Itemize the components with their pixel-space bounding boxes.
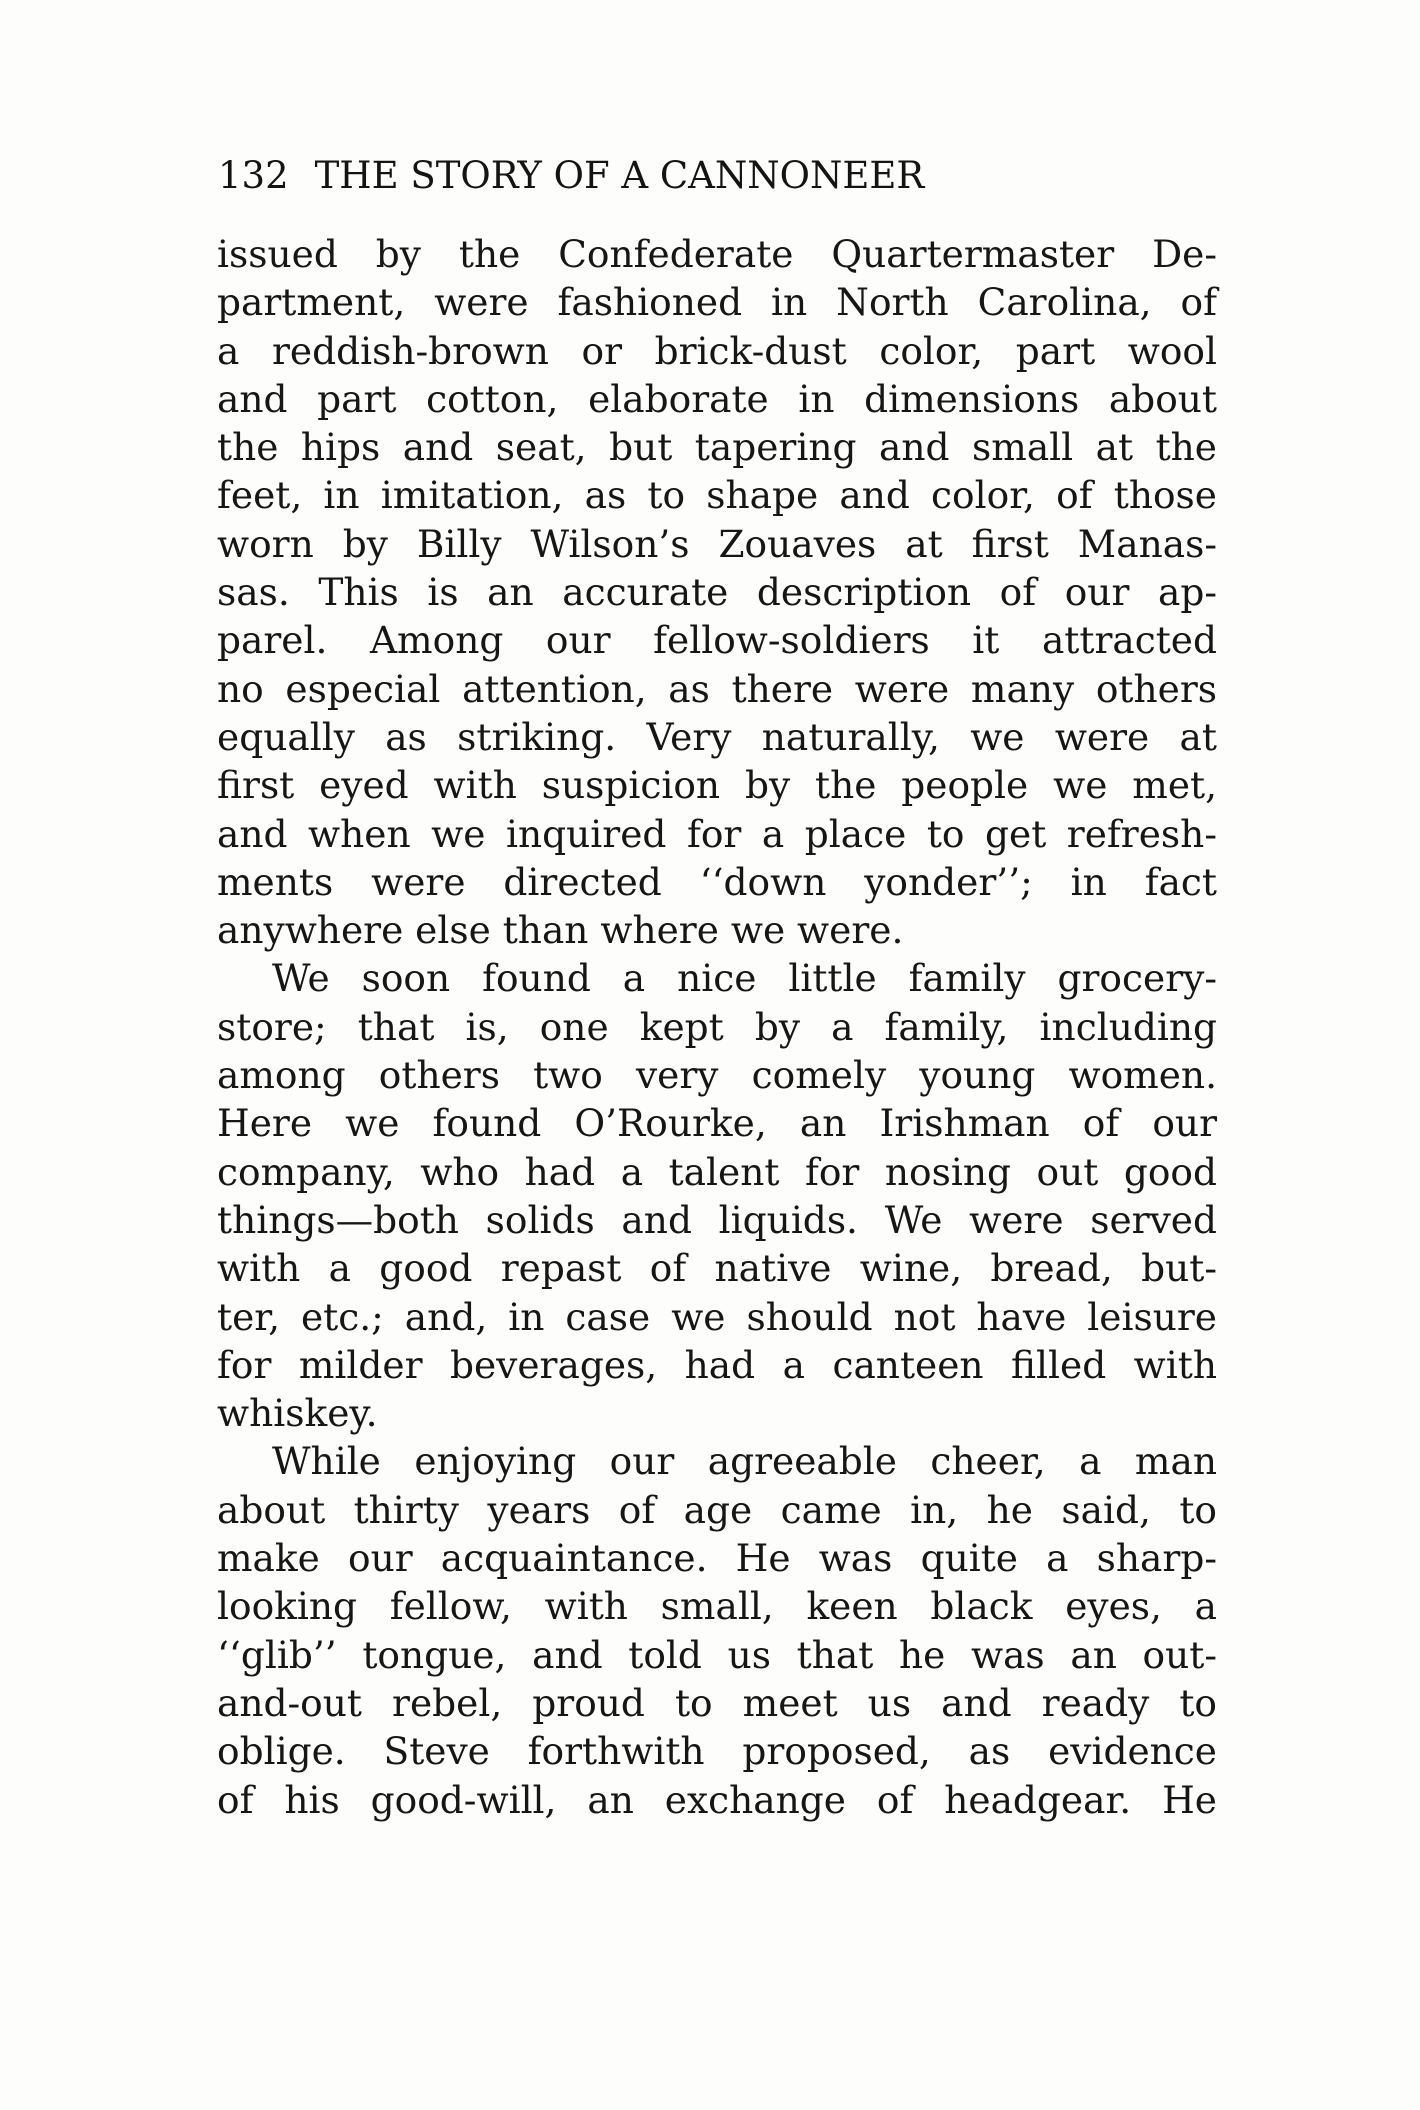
text-line: oblige. Steve forthwith proposed, as evidence (217, 1729, 1217, 1774)
text-line: equally as striking. Very naturally, we were at (217, 714, 1217, 759)
text-line: We soon found a nice little family grocery- (272, 956, 1217, 1001)
text-line: make our acquaintance. He was quite a sharp- (217, 1536, 1217, 1581)
text-line: and when we inquired for a place to get refresh- (217, 811, 1217, 856)
paragraph (217, 954, 1217, 1437)
text-line: and part cotton, elaborate in dimensions about (217, 376, 1217, 421)
text-line: Here we found O’Rourke, an Irishman of our (217, 1101, 1217, 1146)
body-text (217, 230, 1217, 1824)
text-line: with a good repast of native wine, bread, but- (217, 1246, 1217, 1291)
text-line: things—both solids and liquids. We were served (217, 1197, 1217, 1242)
paragraph (217, 1437, 1217, 1823)
text-line: anywhere else than where we were. (217, 908, 904, 953)
text-line: of his good-will, an exchange of headgear. He (217, 1777, 1217, 1822)
page-number: 132 (218, 154, 289, 197)
paragraph (217, 230, 1217, 954)
text-line: feet, in imitation, as to shape and color, of those (217, 473, 1217, 518)
text-line: no especial attention, as there were many others (217, 666, 1217, 711)
text-line: company, who had a talent for nosing out good (217, 1149, 1217, 1194)
text-line: partment, were fashioned in North Carolina, of (217, 280, 1217, 325)
running-header (218, 152, 1218, 200)
text-line: worn by Billy Wilson’s Zouaves at first Manas- (217, 521, 1217, 566)
text-line: about thirty years of age came in, he said, to (217, 1487, 1217, 1532)
text-line: first eyed with suspicion by the people we met, (217, 763, 1217, 808)
text-line: sas. This is an accurate description of our ap- (217, 570, 1217, 615)
running-title: THE STORY OF A CANNONEER (314, 154, 925, 197)
text-line: among others two very comely young women. (217, 1053, 1217, 1098)
text-line: ter, etc.; and, in case we should not have leisure (217, 1294, 1217, 1339)
text-line: store; that is, one kept by a family, including (217, 1004, 1217, 1049)
text-line: parel. Among our fellow-soldiers it attracted (217, 618, 1217, 663)
text-line: ments were directed ‘‘down yonder’’; in fact (217, 859, 1217, 904)
text-line: looking fellow, with small, keen black eyes, a (217, 1584, 1217, 1629)
text-line: whiskey. (217, 1391, 378, 1436)
text-line: ‘‘glib’’ tongue, and told us that he was an out- (217, 1632, 1217, 1677)
text-line: and-out rebel, proud to meet us and ready to (217, 1680, 1217, 1725)
text-line: the hips and seat, but tapering and small at the (217, 425, 1217, 470)
text-line: for milder beverages, had a canteen filled with (217, 1342, 1217, 1387)
text-line: issued by the Confederate Quartermaster De- (217, 232, 1217, 276)
text-line: a reddish-brown or brick-dust color, part wool (217, 328, 1217, 373)
text-line: While enjoying our agreeable cheer, a man (272, 1439, 1217, 1484)
